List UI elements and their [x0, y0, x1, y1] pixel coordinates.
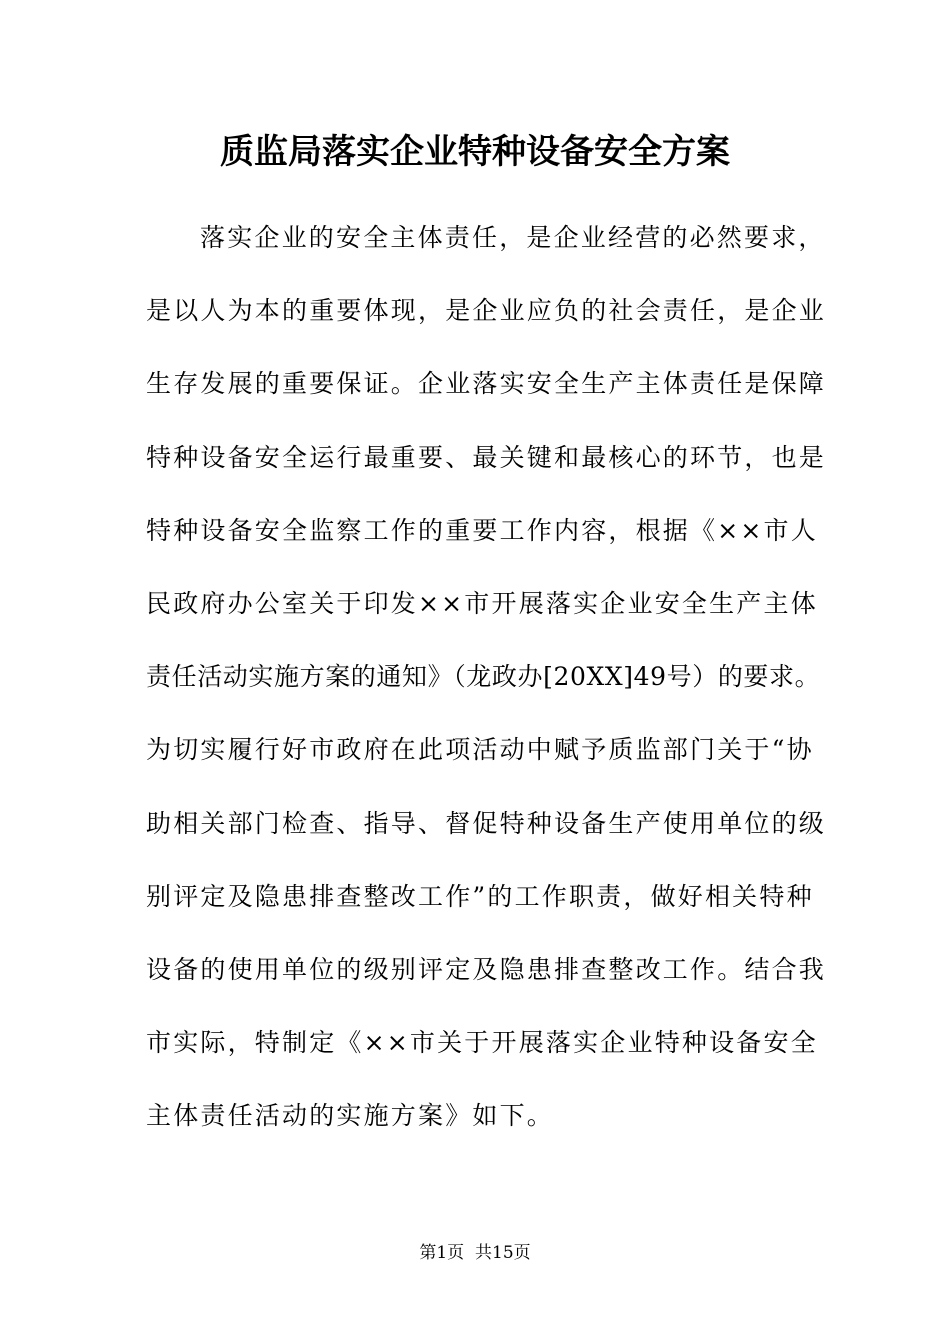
- body-line: 落实企业的安全主体责任，是企业经营的必然要求，: [200, 223, 826, 252]
- body-line: 是以人为本的重要体现，是企业应负的社会责任，是企业: [146, 296, 827, 326]
- body-line: 责任活动实施方案的通知》（龙政办[20XX]49号）的要求。: [146, 662, 821, 692]
- body-line: 别评定及隐患排查整改工作”的工作职责，做好相关特种: [146, 881, 814, 911]
- body-line: 主体责任活动的实施方案》如下。: [146, 1101, 555, 1131]
- body-line: 市实际，特制定《××市关于开展落实企业特种设备安全: [146, 1028, 818, 1058]
- page-footer: [0, 1241, 950, 1265]
- document-body: [146, 218, 826, 1169]
- body-line: 生存发展的重要保证。企业落实安全生产主体责任是保障: [146, 369, 827, 399]
- page-total: 共15页: [475, 1243, 531, 1263]
- page-number: 第1页: [419, 1243, 465, 1263]
- body-line: 民政府办公室关于印发××市开展落实企业安全生产主体: [146, 588, 818, 618]
- body-line: 特种设备安全运行最重要、最关键和最核心的环节，也是: [146, 442, 827, 472]
- body-line: 助相关部门检查、指导、督促特种设备生产使用单位的级: [146, 808, 827, 838]
- document-title: 质监局落实企业特种设备安全方案: [220, 132, 730, 172]
- body-line: 设备的使用单位的级别评定及隐患排查整改工作。结合我: [146, 954, 827, 984]
- body-line: 为切实履行好市政府在此项活动中赋予质监部门关于“协: [146, 735, 814, 765]
- body-line: 特种设备安全监察工作的重要工作内容，根据《××市人: [146, 515, 818, 545]
